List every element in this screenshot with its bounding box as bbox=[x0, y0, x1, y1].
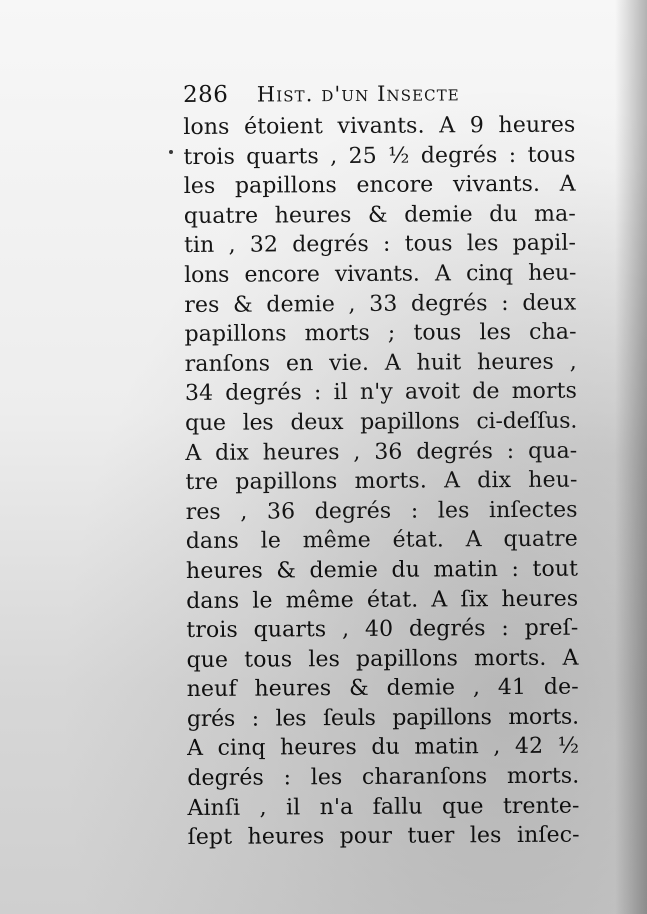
text-line: ranſons en vie. A huit heures , bbox=[184, 349, 577, 377]
text-line: tre papillons morts. A dix heu- bbox=[185, 467, 578, 496]
page-header bbox=[183, 75, 575, 113]
text-line: grés : les ſeuls papillons morts. bbox=[186, 704, 579, 732]
page-number: 286 bbox=[183, 81, 229, 108]
text-line: que tous les papillons morts. A bbox=[186, 645, 579, 673]
text-line: res , 36 degrés : les inſectes bbox=[185, 497, 578, 525]
text-line: lons encore vivants. A cinq heu- bbox=[184, 260, 577, 288]
text-line: 34 degrés : il n'y avoit de morts bbox=[184, 378, 578, 407]
body-text bbox=[183, 111, 580, 853]
text-block bbox=[183, 75, 580, 853]
text-line: neuf heures & demie , 41 de- bbox=[186, 674, 579, 703]
text-line: ſept heures pour tuer les inſec- bbox=[187, 822, 580, 851]
text-line: trois quarts , 40 degrés : preſ- bbox=[186, 615, 579, 644]
text-line: papillons morts ; tous les cha- bbox=[184, 319, 577, 348]
text-line: degrés : les charanſons morts. bbox=[187, 763, 580, 792]
text-line: quatre heures & demie du ma- bbox=[183, 201, 576, 229]
page-edge-shadow bbox=[615, 0, 647, 914]
text-line: heures & demie du matin : tout bbox=[185, 556, 579, 584]
text-line: trois quarts , 25 ½ degrés : tous bbox=[183, 142, 576, 170]
running-title: Hist. d'un Insecte bbox=[256, 81, 460, 107]
text-line: tin , 32 degrés : tous les papil- bbox=[183, 230, 577, 259]
text-line: les papillons encore vivants. A bbox=[183, 171, 576, 200]
margin-ink-mark bbox=[169, 150, 173, 154]
text-line: dans le même état. A quatre bbox=[185, 526, 578, 555]
text-line: dans le même état. A ſix heures bbox=[186, 586, 579, 614]
text-line: que les deux papillons ci-deſſus. bbox=[185, 408, 578, 436]
text-line: A cinq heures du matin , 42 ½ bbox=[187, 734, 580, 762]
text-line: Ainſi , il n'a fallu que trente- bbox=[187, 793, 580, 821]
text-line: res & demie , 33 degrés : deux bbox=[184, 290, 577, 318]
text-line: A dix heures , 36 degrés : qua- bbox=[185, 438, 578, 466]
text-line: lons étoient vivants. A 9 heures bbox=[183, 112, 576, 140]
